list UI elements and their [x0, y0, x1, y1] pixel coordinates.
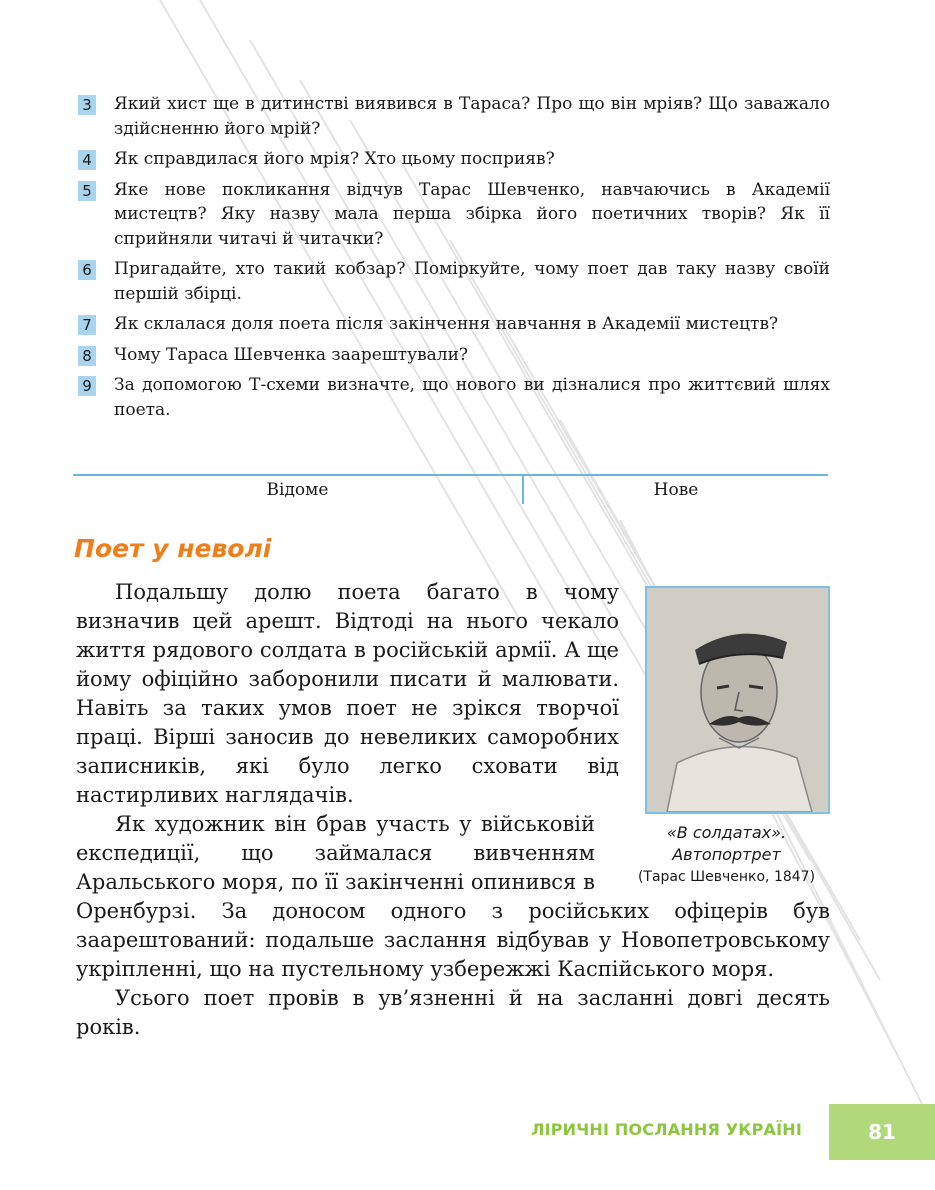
question-item — [78, 178, 830, 252]
question-item — [78, 343, 830, 368]
question-number: 6 — [78, 260, 96, 280]
t-chart — [73, 474, 828, 504]
question-item — [78, 92, 830, 141]
question-text: Як справдилася його мрія? Хто цьому посприяв? — [114, 149, 555, 169]
questions-list — [78, 92, 830, 428]
body-paragraph: Усього поет провів в ув’язненні й на засланні довгі десять років. — [76, 986, 830, 1039]
self-portrait-drawing — [647, 588, 828, 812]
portrait-caption — [621, 822, 832, 888]
question-number: 7 — [78, 315, 96, 335]
page-number: 81 — [829, 1104, 935, 1160]
section-title: Поет у неволі — [74, 534, 272, 563]
question-text: Як склалася доля поета після закінчення навчання в Академії мистецтв? — [114, 314, 779, 334]
t-chart-known-header: Відоме — [266, 480, 329, 500]
question-number: 4 — [78, 150, 96, 170]
caption-title: «В солдатах». — [666, 823, 787, 842]
question-item — [78, 257, 830, 306]
question-item — [78, 147, 830, 172]
caption-subtitle: Автопортрет — [672, 845, 781, 864]
question-number: 3 — [78, 95, 96, 115]
question-number: 5 — [78, 181, 96, 201]
question-text: Яке нове покликання відчув Тарас Шевченко, навчаючись в Академії мистецтв? Яку назву мала перша збірка його поетичних творів? Як її сприйняли читачі й читачки? — [114, 179, 830, 249]
portrait-image — [645, 586, 830, 814]
question-item — [78, 312, 830, 337]
question-text: За допомогою Т-схеми визначте, що нового ви дізналися про життєвий шлях поета. — [114, 375, 830, 420]
question-text: Чому Тараса Шевченка заарештували? — [114, 344, 469, 365]
question-number: 8 — [78, 346, 96, 366]
body-paragraph: Подальшу долю поета багато в чому визначив цей арешт. Відтоді на нього чекало життя рядового солдата в російській армії. А ще йому офіційно заборонили писати й малювати. Навіть за таких умов поет не зрікся творчої праці. Вірші заносив до невеликих саморобних записників, які було легко сховати від настирливих наглядачів. — [76, 580, 619, 807]
t-chart-top-line — [73, 474, 828, 476]
question-text: Пригадайте, хто такий кобзар? Поміркуйте, чому поет дав таку назву своїй першій збірці. — [114, 259, 830, 304]
question-number: 9 — [78, 376, 96, 396]
footer-section-title: ЛІРИЧНІ ПОСЛАННЯ УКРАЇНІ — [531, 1120, 802, 1139]
body-paragraph: Як художник він брав участь у військовій експедиції, що займалася вивченням Аральського моря, по її закінченні опинився в Оренбурзі. За доносом одного з російських офіцерів був заарештований: подальше заслання відбував у Новопетровському укріпленні, що на пустельному узбережжі Каспійського моря. — [76, 812, 830, 981]
question-item — [78, 373, 830, 422]
question-text: Який хист ще в дитинстві виявився в Тараса? Про що він мріяв? Що заважало здійсненню його мрій? — [114, 94, 830, 139]
t-chart-new-header: Нове — [653, 480, 699, 500]
section-body — [76, 578, 830, 1042]
caption-meta: (Тарас Шевченко, 1847) — [637, 869, 816, 885]
